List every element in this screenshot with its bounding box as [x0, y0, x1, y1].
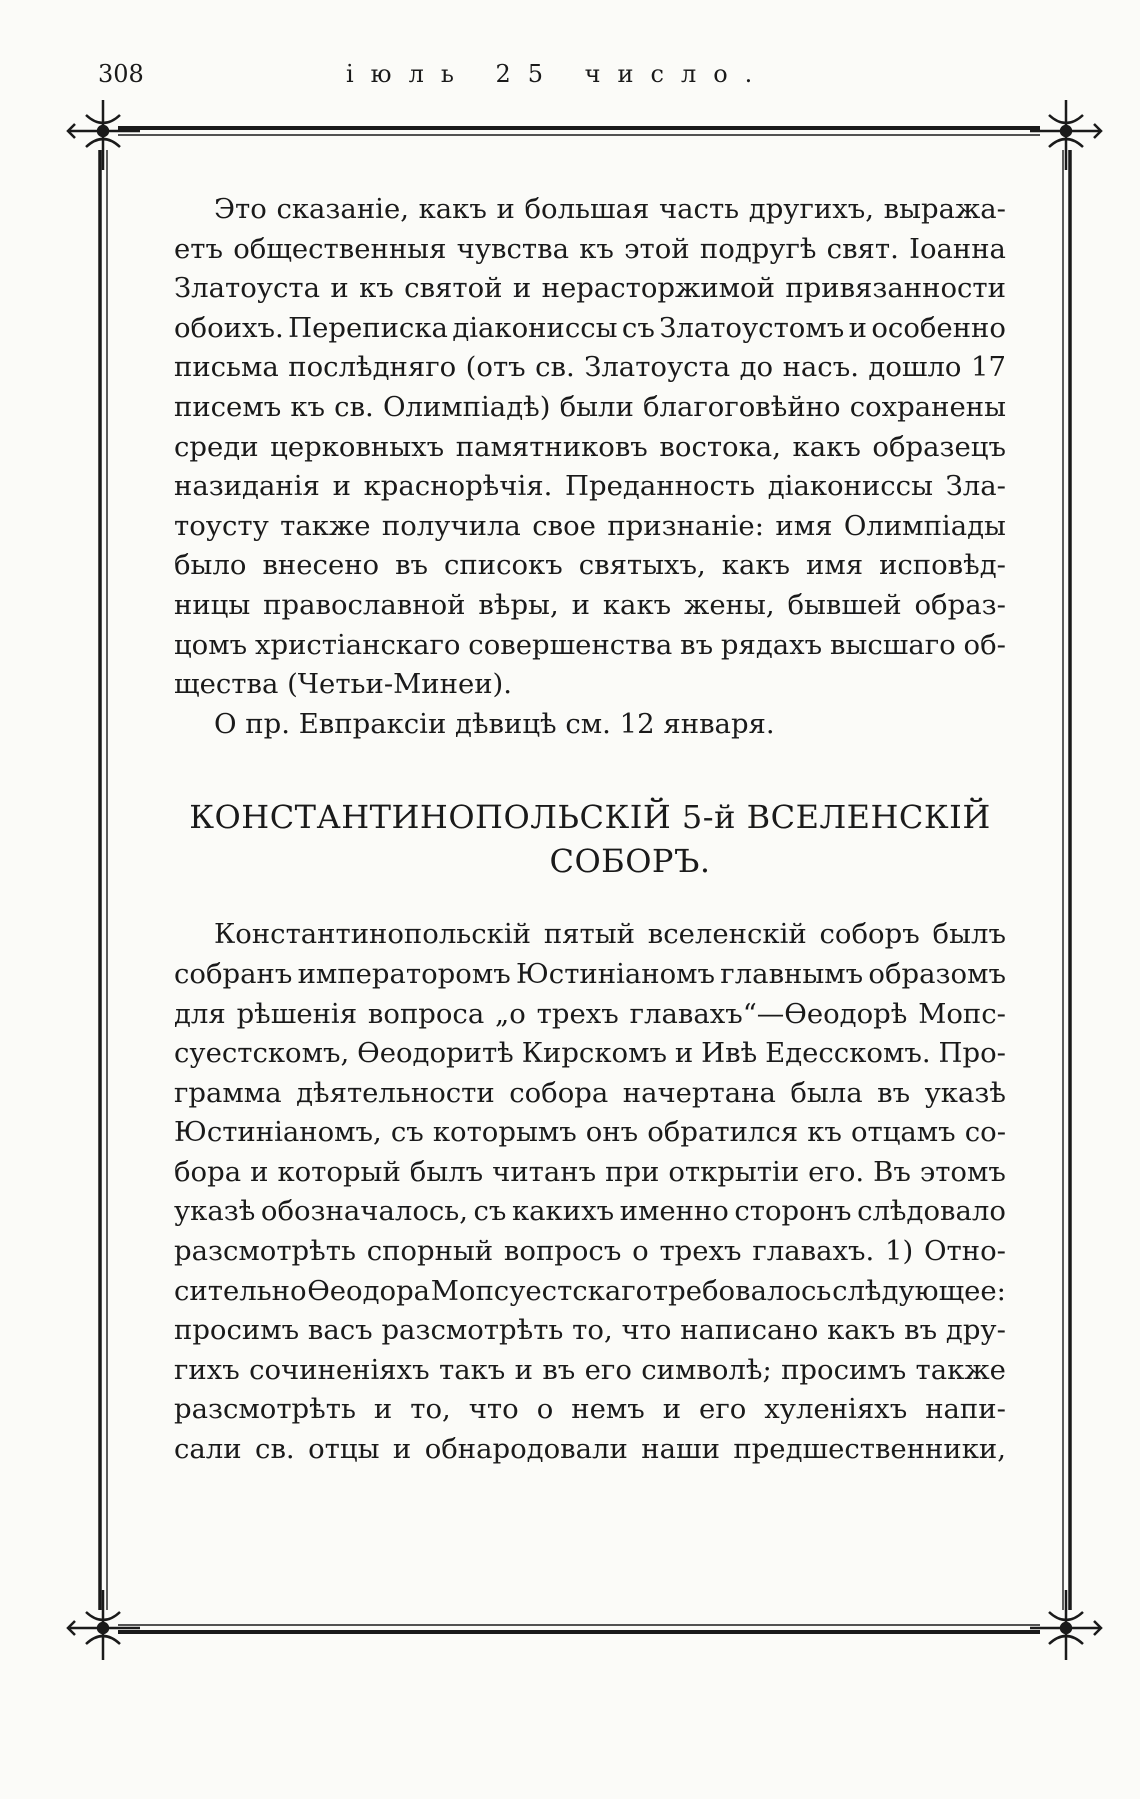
text-line: щества (Четьи-Минеи). — [174, 668, 513, 701]
paragraph-council — [174, 915, 1006, 1469]
text-line: бора и который былъ читанъ при открытіи его. Въ этомъ — [174, 1155, 1006, 1188]
text-line: цомъ христіанскаго совершенства въ рядахъ высшаго об- — [174, 628, 1006, 661]
text-line: сительно Ѳеодора Мопсуестскаго требовалось слѣдующее: — [174, 1274, 1006, 1307]
text-line: среди церковныхъ памятниковъ востока, какъ образецъ — [174, 430, 1006, 463]
text-line: тоусту также получила свое признаніе: имя Олимпіады — [174, 509, 1006, 542]
note-eupraxia: О пр. Евпраксіи дѣвицѣ см. 12 января. — [214, 707, 775, 740]
heading-line: СОБОРЪ. — [549, 842, 711, 881]
corner-ornament-top-right — [1030, 100, 1101, 170]
running-head: іюль 25 число. — [346, 60, 770, 88]
text-line: было внесено въ списокъ святыхъ, какъ имя исповѣд- — [174, 549, 1006, 582]
heading-line: КОНСТАНТИНОПОЛЬСКІЙ 5-й ВСЕЛЕНСКІЙ — [189, 798, 991, 837]
text-line: для рѣшенія вопроса „о трехъ главахъ“—Ѳеодорѣ Мопс- — [174, 997, 1006, 1030]
text-line: просимъ васъ разсмотрѣть то, что написано какъ въ дру- — [174, 1314, 1006, 1347]
text-line: письма послѣдняго (отъ св. Златоуста до насъ. дошло 17 — [174, 351, 1006, 384]
text-line: собранъ императоромъ Юстиніаномъ главнымъ образомъ — [174, 957, 1006, 990]
text-line: указѣ обозначалось, съ какихъ именно сторонъ слѣдовало — [174, 1195, 1006, 1228]
corner-ornament-bottom-right — [1030, 1590, 1101, 1660]
text-line: Златоуста и къ святой и нерасторжимой привязанности — [174, 272, 1006, 305]
text-line: грамма дѣятельности собора начертана была въ указѣ — [174, 1076, 1006, 1109]
text-line: Это сказаніе, какъ и большая часть другихъ, выража- — [214, 193, 1006, 225]
section-heading — [174, 795, 1006, 883]
text-line: етъ общественныя чувства къ этой подругѣ свят. Іоанна — [174, 232, 1006, 265]
text-line: ницы православной вѣры, и какъ жены, бывшей образ- — [174, 588, 1006, 621]
text-line: разсмотрѣть спорный вопросъ о трехъ главахъ. 1) Отно- — [174, 1235, 1006, 1268]
paragraph-olympiada — [174, 190, 1006, 705]
page-body — [174, 190, 1006, 1470]
text-line: Юстиніаномъ, съ которымъ онъ обратился къ отцамъ со- — [174, 1116, 1006, 1149]
text-line: писемъ къ св. Олимпіадѣ) были благоговѣйно сохранены — [174, 390, 1006, 423]
text-line: суестскомъ, Ѳеодоритѣ Кирскомъ и Ивѣ Едесскомъ. Про- — [174, 1037, 1006, 1070]
page-number: 308 — [98, 60, 144, 88]
text-line: обоихъ. Переписка діакониссы съ Златоустомъ и особенно — [174, 311, 1006, 344]
text-line: назиданія и краснорѣчія. Преданность діакониссы Зла- — [174, 470, 1006, 503]
text-line: разсмотрѣть и то, что о немъ и его хуленіяхъ напи- — [174, 1393, 1006, 1426]
text-line: Константинопольскій пятый вселенскій соборъ былъ — [214, 918, 1006, 951]
text-line: сали св. отцы и обнародовали наши предшественники, — [174, 1433, 1006, 1466]
text-line: гихъ сочиненіяхъ такъ и въ его символѣ; просимъ также — [174, 1353, 1006, 1386]
